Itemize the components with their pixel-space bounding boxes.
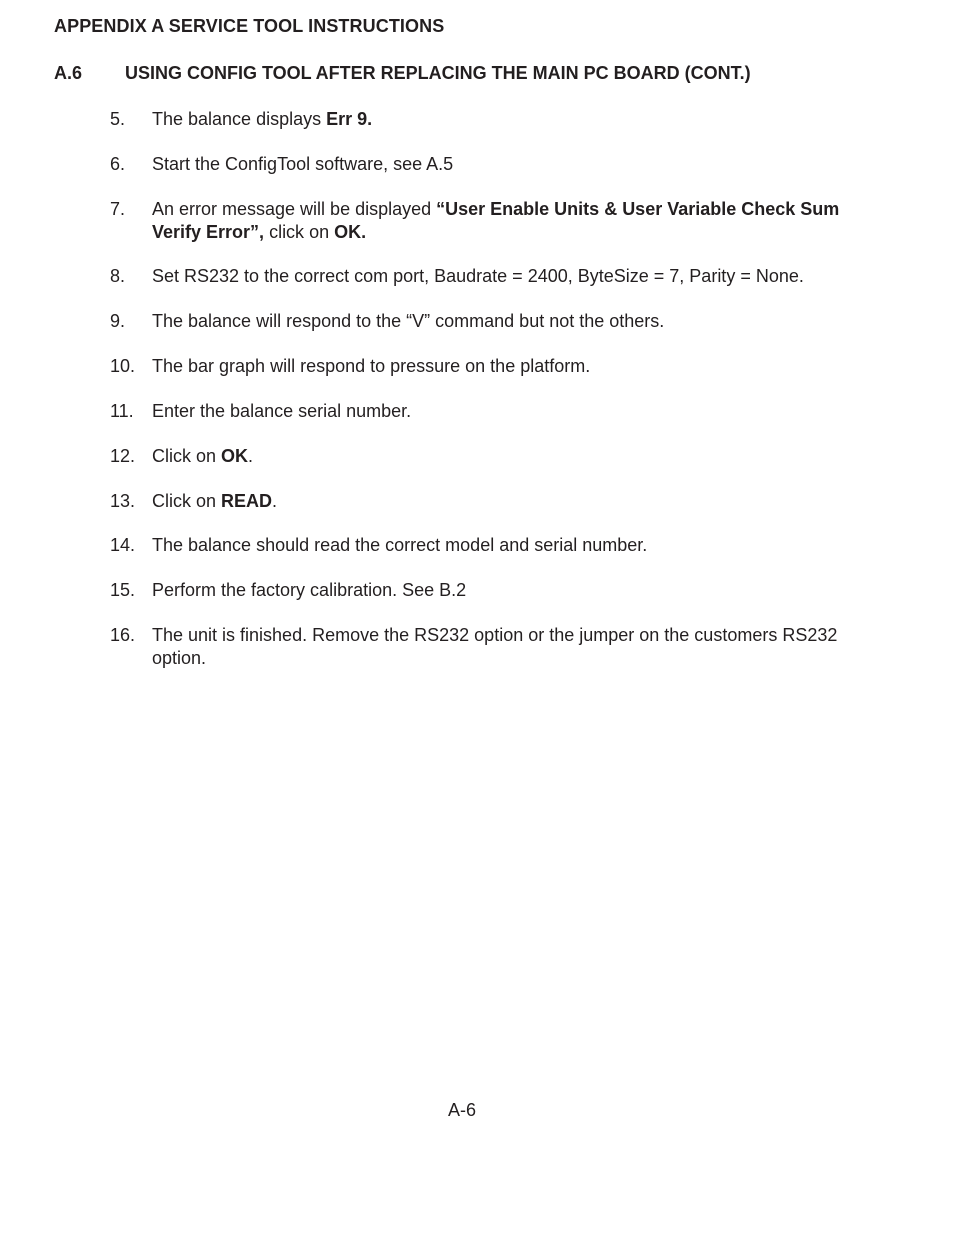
- step-text: [152, 198, 880, 244]
- step-number: 8.: [110, 266, 126, 286]
- step-text-run: Set RS232 to the correct com port, Baudrate = 2400, ByteSize = 7, Parity = None.: [152, 266, 804, 286]
- step-text-bold: OK: [221, 446, 249, 466]
- step-number: 10.: [110, 356, 136, 376]
- step-text-run: An error message will be displayed: [152, 199, 437, 219]
- step-text: [152, 534, 880, 557]
- step-text-run: click on: [264, 222, 335, 242]
- step-number: 15.: [110, 580, 136, 600]
- step-text-run: Perform the factory calibration. See B.2: [152, 580, 467, 600]
- step-text: [152, 355, 880, 378]
- step-text-bold: “User Enable Units & User Variable Check Sum Verify Error”,: [152, 199, 840, 242]
- appendix-title: APPENDIX A SERVICE TOOL INSTRUCTIONS: [54, 16, 445, 36]
- step-number: 9.: [110, 311, 126, 331]
- step-number: 16.: [110, 625, 136, 645]
- step-text-run: The unit is finished. Remove the RS232 option or the jumper on the customers RS232 option.: [152, 625, 838, 668]
- step-text-run: The balance displays: [152, 109, 327, 129]
- step-number: 14.: [110, 535, 136, 555]
- step-text-run: Start the ConfigTool software, see A.5: [152, 154, 454, 174]
- page-number: A-6: [447, 1100, 476, 1120]
- step-text-run: The balance will respond to the “V” command but not the others.: [152, 311, 665, 331]
- step-text-run: Click on: [152, 491, 222, 511]
- step-text: [152, 108, 880, 131]
- step-text: [152, 265, 880, 288]
- step-number: 12.: [110, 446, 136, 466]
- step-text-bold: OK.: [334, 222, 367, 242]
- step-text: [152, 624, 880, 670]
- section-title: USING CONFIG TOOL AFTER REPLACING THE MAIN PC BOARD (CONT.): [125, 63, 751, 83]
- step-text: [152, 153, 880, 176]
- step-text-run: Enter the balance serial number.: [152, 401, 412, 421]
- step-number: 11.: [110, 401, 134, 421]
- step-number: 5.: [110, 109, 126, 129]
- step-text: [152, 400, 880, 423]
- step-text: [152, 490, 880, 513]
- section-number: A.6: [54, 63, 83, 83]
- step-text: [152, 310, 880, 333]
- step-text-run: .: [272, 491, 278, 511]
- section-heading: [54, 63, 751, 84]
- step-text-run: The balance should read the correct model and serial number.: [152, 535, 648, 555]
- step-text-run: The bar graph will respond to pressure on the platform.: [152, 356, 591, 376]
- step-number: 13.: [110, 491, 136, 511]
- step-text-run: .: [248, 446, 254, 466]
- step-text-bold: Err 9.: [326, 109, 373, 129]
- step-text: [152, 579, 880, 602]
- step-text: [152, 445, 880, 468]
- step-text-run: Click on: [152, 446, 222, 466]
- step-text-bold: READ: [221, 491, 273, 511]
- step-number: 6.: [110, 154, 126, 174]
- step-number: 7.: [110, 199, 126, 219]
